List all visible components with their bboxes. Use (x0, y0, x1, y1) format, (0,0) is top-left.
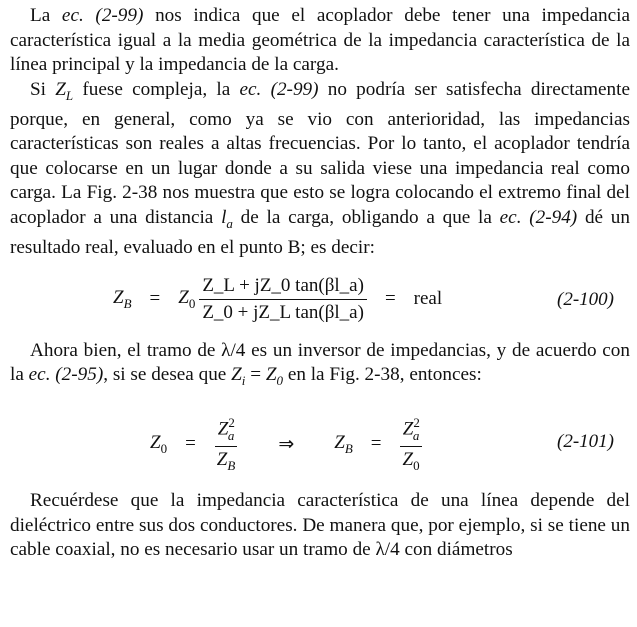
symbol-z: Z (55, 78, 66, 100)
text: nos indica que el acoplador debe tener una impedancia característica igual a la media geométrica de la impedancia característica de la línea principal y la impedancia de la carga. (10, 5, 630, 75)
text: La (30, 5, 62, 26)
fraction-denominator: $Z_0$ (402, 448, 420, 473)
eq-lhs: $Z_B$ (113, 286, 132, 311)
symbol-z: Z (231, 364, 242, 386)
fraction-denominator: $Z_B$ (216, 448, 236, 473)
equation-label: (2-100) (557, 288, 614, 310)
equation-ref: ec. (2-99) (239, 78, 319, 100)
fraction-numerator: Z_L + jZ_0 tan(βl_a) (199, 275, 367, 300)
eq-z0: $Z_0$ (178, 286, 196, 311)
fraction-numerator: $Z^2_a$ (400, 415, 423, 446)
text: Ahora bien, el tramo de λ/4 es un inversor de impedancias, y de acuerdo con la (10, 339, 630, 386)
fraction-numerator: $Z^2_a$ (215, 415, 238, 446)
text: , si se desea que (103, 364, 232, 386)
fraction (199, 275, 367, 324)
equals-sign: = (384, 288, 396, 310)
equation-ref: ec. (2-94) (499, 206, 578, 228)
equation-ref: ec. (2-99) (61, 5, 144, 26)
equals-sign: = (185, 433, 196, 455)
symbol-l: l (221, 206, 227, 228)
equation-label: (2-101) (557, 431, 614, 453)
subscript: i (241, 372, 246, 388)
text: Si (30, 78, 56, 100)
paragraph-2 (10, 78, 630, 261)
equation-ref: ec. (2-95) (28, 364, 104, 386)
fraction (214, 415, 239, 473)
equation-2-100 (10, 261, 630, 339)
fraction (400, 415, 423, 473)
text: en la Fig. 2-38, entonces: (283, 364, 482, 386)
subscript: a (226, 215, 233, 231)
page-body (10, 4, 630, 563)
subscript: L (65, 87, 74, 103)
text: Recuérdese que la impedancia característica de una línea depende del dieléctrico entre sus dos conductores. De manera que, por ejemplo, si se tiene un cable coaxial, no es necesario usar un tramo de λ/4 con diámetros (10, 490, 630, 561)
eq-rhs: real (413, 288, 443, 310)
equals-sign: = (149, 288, 161, 310)
fraction-denominator: Z_0 + jZ_L tan(βl_a) (202, 301, 364, 323)
implies-arrow: ⇒ (278, 433, 295, 455)
equals-sign: = (370, 433, 382, 455)
equation-2-101 (10, 393, 630, 489)
text: dé un resultado real, evaluado en el punto B; es decir: (10, 206, 630, 259)
eq-zb: $Z_B$ (334, 432, 353, 456)
paragraph-4 (10, 489, 630, 563)
text: fuese compleja, la (73, 78, 240, 100)
paragraph-3 (10, 339, 630, 394)
text: no podría ser satisfecha directamente porque, en general, como ya se vio con anterioridad, las impedancias características son reales a altas frecuencias. Por lo tanto, el acoplador tendría que colocarse en un lugar donde a su salida viese una impedancia real como carga. La Fig. 2-38 nos muestra que esto se logra colocando el extremo final del acoplador a una distancia (10, 78, 630, 228)
subscript: 0 (276, 372, 284, 388)
text: = (245, 364, 266, 386)
symbol-z: Z (265, 364, 277, 386)
paragraph-1 (10, 4, 630, 78)
eq-lhs: $Z_0$ (150, 432, 168, 456)
text: de la carga, obligando a que la (232, 206, 500, 228)
